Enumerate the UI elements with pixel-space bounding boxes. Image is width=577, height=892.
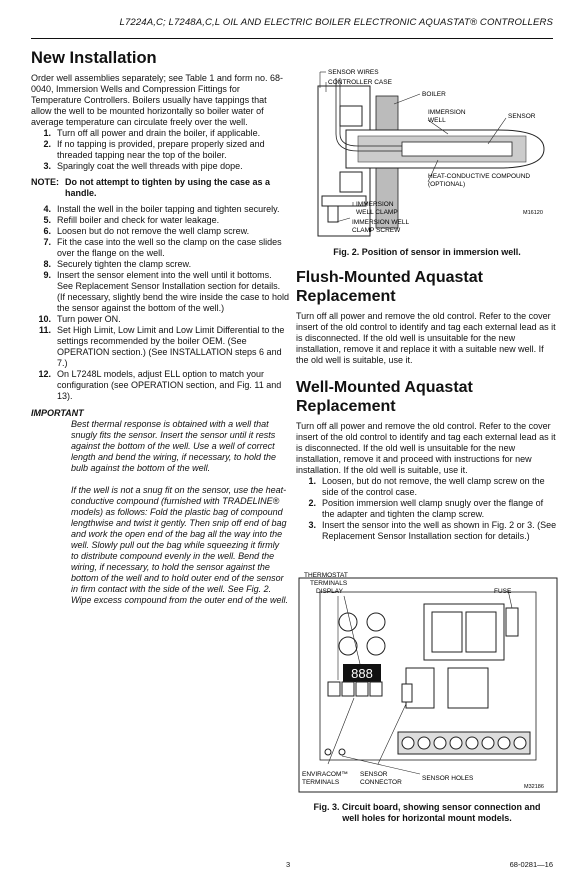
- right-column: [296, 268, 558, 542]
- figure-3-caption-line-1: Fig. 3. Circuit board, showing sensor connection and: [313, 802, 541, 812]
- header-rule: [31, 38, 553, 39]
- clamp-screw: [328, 206, 338, 222]
- fig3-label-display: DISPLAY: [316, 588, 343, 595]
- fig3-label-thermostat: THERMOSTAT: [304, 572, 348, 579]
- page-number: 3: [286, 860, 291, 869]
- sensor-bulb: [402, 142, 512, 156]
- fuse: [506, 608, 518, 636]
- fig3-label-sensor-connector-2: CONNECTOR: [360, 779, 402, 786]
- flush-heading-1: Flush-Mounted Aquastat: [296, 269, 483, 286]
- step-item: 7. Fit the case into the well so the clamp on the case slides over the flange on the well.: [43, 237, 282, 258]
- fig2-label-immersion-well-2: WELL: [428, 117, 446, 124]
- step-item: 9. Insert the sensor element into the well until it bottoms. See Replacement Sensor Installation section for details. (If necessary, slightly bend the wire inside the case to hold the sensor against the bottom of the well.): [43, 270, 289, 313]
- relay-4: [448, 668, 488, 708]
- sensor-well-diagram: [298, 64, 556, 254]
- fig2-label-sensor: SENSOR: [508, 113, 536, 120]
- fig2-label-compound-2: (OPTIONAL): [428, 181, 466, 188]
- fig2-label-sensor-wires: SENSOR WIRES: [328, 69, 379, 76]
- fig2-label-immersion-well: IMMERSION: [428, 109, 466, 116]
- knob-1: [339, 613, 357, 631]
- note-text: Do not attempt to tighten by using the case as a handle.: [65, 177, 271, 198]
- well-heading-1: Well-Mounted Aquastat: [296, 379, 473, 396]
- sensor-hole-2: [339, 749, 345, 755]
- step-item: 6. Loosen but do not remove the well clamp screw.: [43, 226, 250, 236]
- fig3-label-sensor-holes: SENSOR HOLES: [422, 775, 474, 782]
- important-paragraph-2: If the well is not a snug fit on the sensor, use the heat-conductive compound (furnished with TRADELINE® models) as follows: Fold the plastic bag of compound lengthwise and twist it gently. Then snip off end of bag and work the open end of the bag all the way into the well. Slowly pull out the bag while squeezing it firmly to distribute compound evenly in the well. Bend the wiring, if necessary, to hold the sensor against the bottom of the well and to hold outer end of the sensor in firm contact with the side of the well. See Fig. 2. Wipe excess compound from the outer end of the well.: [71, 485, 289, 605]
- circuit-board-diagram: [298, 568, 558, 796]
- step-item: 2. Position immersion well clamp snugly over the flange of the adapter and tighten the clamp screw.: [308, 498, 544, 519]
- page-header: L7224A,C; L7248A,C,L OIL AND ELECTRIC BOILER ELECTRONIC AQUASTAT® CONTROLLERS: [119, 17, 553, 28]
- sensor-connector: [402, 684, 412, 702]
- fig2-label-boiler: BOILER: [422, 91, 446, 98]
- step-item: 2. If no tapping is provided, prepare properly sized and threaded tapping near the top of the boiler.: [43, 139, 265, 160]
- note: [31, 177, 289, 199]
- new-installation-heading: New Installation: [31, 49, 157, 67]
- step-item: 10. Turn power ON.: [38, 314, 121, 324]
- step-item: 3. Insert the sensor into the well as shown in Fig. 2 or 3. (See Replacement Sensor Installation section for details.): [308, 520, 557, 541]
- fig3-label-enviracom-2: TERMINALS: [302, 779, 340, 786]
- step-item: 8. Securely tighten the clamp screw.: [43, 259, 192, 269]
- fig2-label-clamp: IMMERSION: [356, 201, 394, 208]
- sensor-hole-1: [325, 749, 331, 755]
- figure-3: [298, 568, 558, 796]
- step-item: 11. Set High Limit, Low Limit and Low Limit Differential to the settings recommended by the boiler OEM. (See OPERATION section.) (See INSTALLATION steps 6 and 7.): [38, 325, 285, 368]
- fig3-code: M32186: [524, 784, 544, 790]
- step-item: 4. Install the well in the boiler tapping and tighten securely.: [43, 204, 280, 214]
- relay-2: [466, 612, 496, 652]
- fig3-label-thermostat-2: TERMINALS: [310, 580, 348, 587]
- upper-nut: [340, 106, 362, 126]
- flush-paragraph: Turn off all power and remove the old control. Refer to the cover insert of the old control to identify and tag each external lead as it is disconnected. If the old well is unsuitable for the new installation, remove it and replace it with a suitable new well. If the old well is suitable, use it.: [296, 311, 556, 365]
- knob-4: [367, 637, 385, 655]
- note-label: NOTE:: [31, 177, 59, 187]
- well-heading-2: Replacement: [296, 398, 396, 415]
- steps-b: [31, 204, 289, 402]
- figure-2: [298, 64, 556, 254]
- fig2-label-compound: HEAT-CONDUCTIVE COMPOUND: [428, 173, 531, 180]
- step-item: 5. Refill boiler and check for water leakage.: [43, 215, 220, 225]
- step-item: 12. On L7248L models, adjust ELL option to match your configuration (see OPERATION section, and Fig. 11 and 13).: [38, 369, 282, 401]
- fig3-label-fuse: FUSE: [494, 588, 512, 595]
- fig2-code: M16120: [523, 210, 543, 216]
- fig3-label-sensor-connector: SENSOR: [360, 771, 388, 778]
- fig2-label-screw-2: CLAMP SCREW: [352, 227, 401, 234]
- left-column: [31, 49, 289, 606]
- well-paragraph: Turn off all power and remove the old control. Refer to the cover insert of the old control to identify and tag each external lead as it is disconnected. If the old well is unsuitable for the new installation, remove it and proceed with instructions for new installation. If the old well is suitable, use it.: [296, 421, 556, 475]
- relay-1: [432, 612, 462, 652]
- document-code: 68-0281—16: [509, 860, 553, 869]
- steps-a: [31, 128, 289, 172]
- step-item: 1. Turn off all power and drain the boiler, if applicable.: [43, 128, 261, 138]
- intro-paragraph: Order well assemblies separately; see Table 1 and form no. 68-0040, Immersion Wells and Compression Fittings for Temperature Controllers. Boilers usually have tappings that allow the well to be mounted horizontally so boiler water of average temperature can circulate freely over the well.: [31, 73, 283, 127]
- well-steps: [296, 476, 558, 542]
- fig3-label-enviracom: ENVIRACOM™: [302, 771, 348, 778]
- fig2-label-controller-case: CONTROLLER CASE: [328, 79, 392, 86]
- important-label: IMPORTANT: [31, 408, 84, 418]
- figure-3-caption-line-2: well holes for horizontal mount models.: [342, 813, 512, 823]
- knob-2: [367, 613, 385, 631]
- important-paragraph-1: Best thermal response is obtained with a well that snugly fits the sensor. Insert the sensor until it rests against the bottom of the well. Use a well of correct length and bend the wiring, if necessary, to hold the bulb against the bottom of the well.: [71, 419, 276, 473]
- figure-3-caption: [296, 802, 558, 824]
- lower-nut: [340, 172, 362, 192]
- fig2-label-clamp-2: WELL CLAMP: [356, 209, 398, 216]
- step-item: 1. Loosen, but do not remove, the well clamp screw on the side of the control case.: [308, 476, 545, 497]
- display-digits: 888: [351, 666, 373, 681]
- fig2-label-screw: IMMERSION WELL: [352, 219, 410, 226]
- flush-heading-2: Replacement: [296, 288, 396, 305]
- step-item: 3. Sparingly coat the well threads with pipe dope.: [43, 161, 243, 171]
- figure-2-caption: Fig. 2. Position of sensor in immersion well.: [333, 247, 521, 257]
